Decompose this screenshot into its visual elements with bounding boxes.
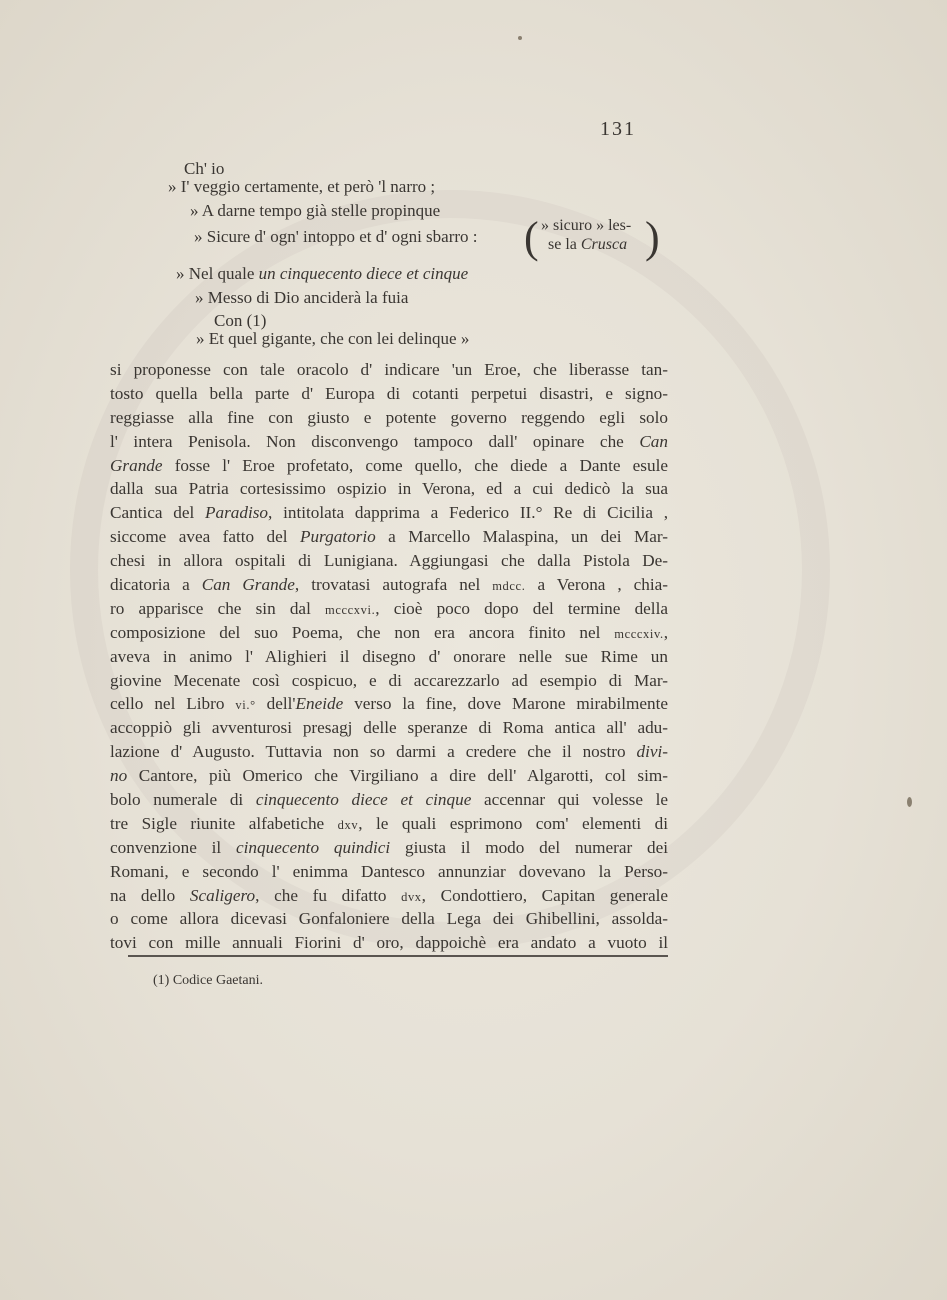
- text-line: siccome avea fatto del Purgatorio a Marcello Malaspina, un dei Mar-: [110, 527, 668, 547]
- text-line: Cantica del Paradiso, intitolata dapprima a Federico II.° Re di Cicilia ,: [110, 503, 668, 523]
- text-line: no Cantore, più Omerico che Virgiliano a dire dell' Algarotti, col sim-: [110, 766, 668, 786]
- footnote-rule: [128, 955, 668, 957]
- text-line: o come allora dicevasi Gonfaloniere della Lega dei Ghibellini, assolda-: [110, 909, 668, 929]
- text-line: dalla sua Patria cortesissimo ospizio in Verona, ed a cui dedicò la sua: [110, 479, 668, 499]
- text-line: l' intera Penisola. Non disconvengo tampoco dall' opinare che Can: [110, 431, 668, 451]
- left-parenthesis: (: [524, 213, 539, 262]
- text-line: tovi con mille annuali Fiorini d' oro, dappoichè era andato a vuoto il: [110, 933, 668, 953]
- verse-line: » Nel quale un cinquecento diece et cinque: [176, 264, 469, 283]
- text-line: dicatoria a Can Grande, trovatasi autografa nel mdcc. a Verona , chia-: [110, 575, 668, 595]
- text-line: si proponesse con tale oracolo d' indicare 'un Eroe, che liberasse tan-: [110, 360, 668, 379]
- verse-line: » Et quel gigante, che con lei delinque »: [196, 329, 470, 348]
- text-line: accoppiò gli avventurosi presagj delle speranze di Roma antica all' adu-: [110, 718, 668, 738]
- verse-line: Ch' io: [184, 159, 225, 178]
- text-line: bolo numerale di cinquecento diece et cinque accennar qui volesse le: [110, 790, 668, 810]
- paper-speck: [907, 797, 912, 807]
- paper-speck: [518, 36, 522, 40]
- verse-line: » A darne tempo già stelle propinque: [190, 201, 441, 220]
- text-line: tosto quella bella parte d' Europa di cotanti perpetui disastri, e signo-: [110, 383, 668, 403]
- verse-line: » Sicure d' ogn' intoppo et d' ogni sbarro :: [194, 227, 478, 246]
- text-line: lazione d' Augusto. Tuttavia non so darmi a credere che il nostro divi-: [110, 742, 668, 762]
- verse-line: Con (1): [214, 311, 267, 330]
- text-line: Romani, e secondo l' enimma Dantesco annunziar dovevano la Perso-: [110, 861, 668, 881]
- text-line: aveva in animo l' Alighieri il disegno d' onorare nelle sue Rime un: [110, 646, 668, 666]
- text-line: chesi in allora ospitali di Lunigiana. Aggiungasi che dalla Pistola De-: [110, 551, 668, 571]
- text-line: ro apparisce che sin dal mcccxvi., cioè poco dopo del termine della: [110, 598, 668, 618]
- right-parenthesis: ): [645, 213, 660, 262]
- footnote: (1) Codice Gaetani.: [153, 973, 264, 988]
- text-line: giovine Mecenate così cospicuo, e di accarezzarlo ad esempio di Mar-: [110, 670, 668, 690]
- verse-line: » I' veggio certamente, et però 'l narro ;: [168, 177, 436, 196]
- text-line: cello nel Libro vi.° dell'Eneide verso la fine, dove Marone mirabilmente: [110, 694, 668, 714]
- text-line: Grande fosse l' Eroe profetato, come quello, che diede a Dante esule: [110, 455, 668, 475]
- verse-line: » Messo di Dio anciderà la fuia: [195, 288, 409, 307]
- text-line: composizione del suo Poema, che non era ancora finito nel mcccxiv.,: [110, 622, 668, 642]
- page-number: 131: [600, 118, 636, 140]
- text-line: na dello Scaligero, che fu difatto dvx, Condottiero, Capitan generale: [110, 885, 668, 905]
- margin-variant-note: se la Crusca: [548, 236, 628, 253]
- text-line: convenzione il cinquecento quindici giusta il modo del numerar dei: [110, 837, 668, 857]
- body-text: [110, 358, 668, 955]
- text-line: reggiasse alla fine con giusto e potente governo reggendo egli solo: [110, 407, 668, 427]
- margin-variant-note: » sicuro » les-: [541, 217, 632, 234]
- text-line: tre Sigle riunite alfabetiche dxv, le quali esprimono com' elementi di: [110, 813, 668, 833]
